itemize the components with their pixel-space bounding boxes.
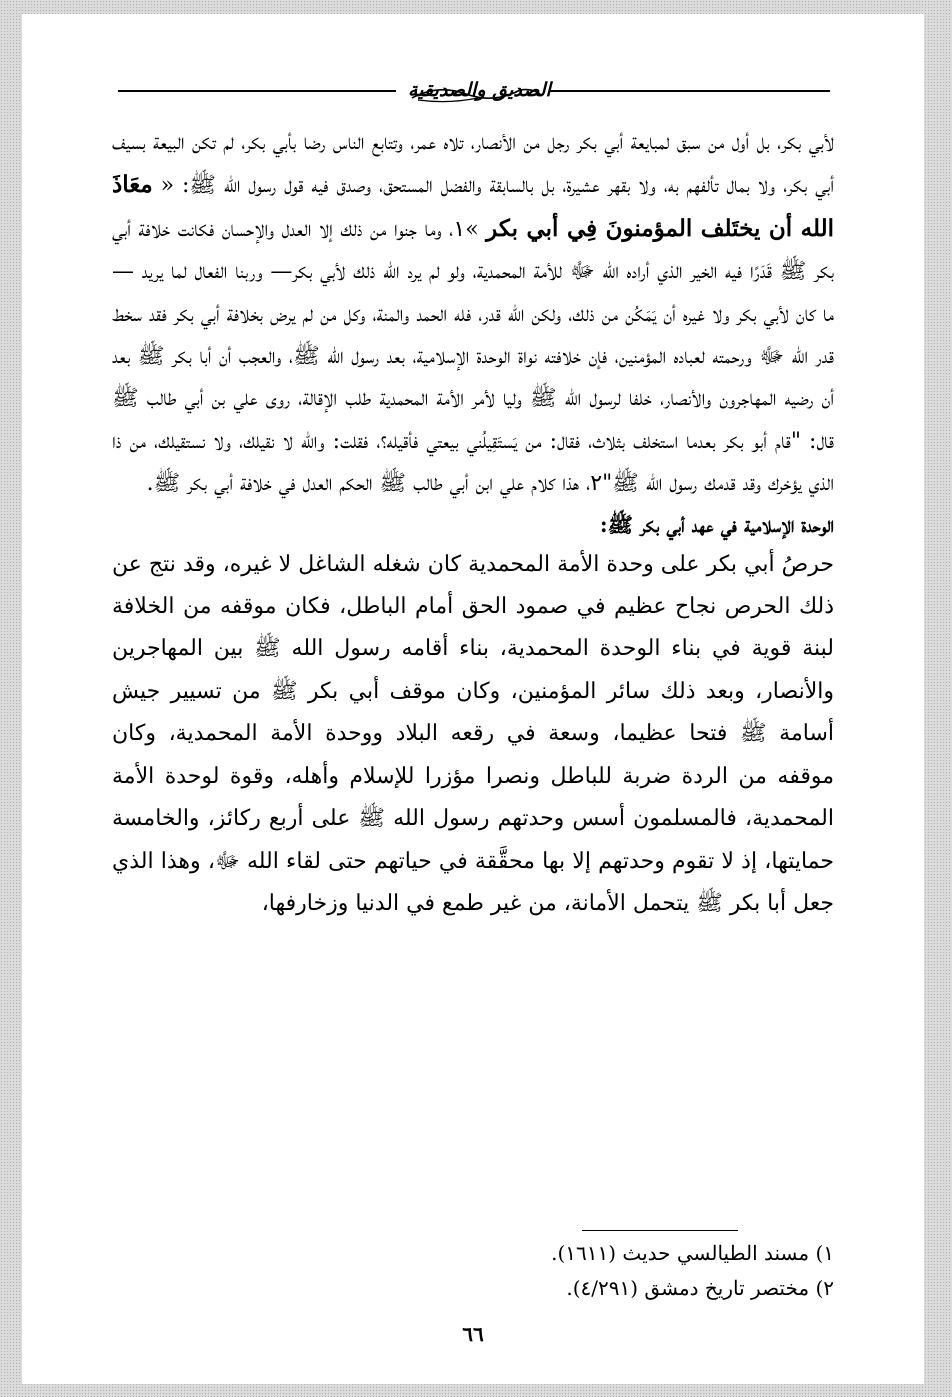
header-rule-left (118, 90, 396, 92)
running-header (118, 76, 830, 106)
hadith-quote: معَاذَ الله أن يختَلف المؤمنونَ فِي أبي بكر (112, 171, 835, 242)
header-title-ornament (408, 76, 551, 106)
footnote-2: ٢) مختصر تاريخ دمشق (٤/٢٩١). (566, 1276, 834, 1300)
paragraph-part-1: لأبي بكر، بل أول من سبق لمبايعة أبي بكر رجل من الأنصار، تلاه عمر، وتتابع الناس رضا بأبي بكر، لم تكن البيعة بسيف أبي بكر، ولا بمال تألفهم به، ولا بقهر عشيرة، بل بالسابقة والفضل المستحق، وصدق فيه قول رسول الله ﷺ: « (112, 130, 834, 199)
footnotes (112, 1236, 834, 1306)
section-paragraph: حرصُ أبي بكر على وحدة الأمة المحمدية كان شغله الشاغل لا غيره، وقد نتج عن ذلك الحرص نجاح عظيم في صمود الحق أمام الباطل، فكان موقفه من الخلافة لبنة قوية في بناء الوحدة المحمدية، بناء أقامه رسول الله ﷺ بين المهاجرين والأنصار، وبعد ذلك سائر المؤمنين، وكان موقف أبي بكر ﷺ من تسيير جيش أسامة ﷺ فتحا عظيما، وسعة في رقعه البلاد ووحدة الأمة المحمدية، وكان موقفه من الردة ضربة للباطل ونصرا مؤزرا للإسلام وأهله، وقوة لوحدة الأمة المحمدية، فالمسلمون أسس وحدتهم رسول الله ﷺ على أربع ركائز، والخامسة حمايتها، إذ لا تقوم وحدتهم إلا بها محقَّقة في حياتهم حتى لقاء الله ﷻ، وهذا الذي جعل أبا بكر ﷺ يتحمل الأمانة، من غير طمع في الدنيا وزخارفها، (112, 551, 834, 916)
book-page (22, 14, 924, 1384)
section-heading: الوحدة الإسلامية في عهد أبي بكر ﷺ: (599, 511, 834, 537)
header-rule-right (550, 90, 830, 92)
page-number: ٦٦ (462, 1322, 484, 1346)
footnote-1: ١) مسند الطيالسي حديث (١٦١١). (551, 1241, 834, 1265)
main-text (112, 122, 834, 925)
footnote-divider (582, 1230, 738, 1231)
paragraph-part-2: »١، وما جنوا من ذلك إلا العدل والإحسان فكانت خلافة أبي بكر ﷺ قَدَرًا فيه الخير الذي أراده الله ﷻ للأمة المحمدية، ولو لم يرد الله ذلك لأبي بكر— وربنا الفعال لما يريد — ما كان لأبي بكر ولا غيره أن يَمَكُن من ذلك، ولكن الله قدر، فله الحمد والمنة، وكل من لم يرض بخلافة أبي بكر فقد سخط قدر الله ﷻ ورحمته لعباده المؤمنين، فإن خلافته نواة الوحدة الإسلامية، بعد رسول الله ﷺ، والعجب أن أبا بكر ﷺ بعد أن رضيه المهاجرون والأنصار، خلفا لرسول الله ﷺ وليا لأمر الأمة المحمدية طلب الإقالة، روى علي بن أبي طالب ﷺ قال: "قام أبو بكر بعدما استخلف بثلاث، فقال: من يَستَقِيلُني بيعتي فأقيله؟، فقلت: والله لا نقيلك، ولا نستقيلك، من ذا الذي يؤخرك وقد قدمك رسول الله ﷺ"٢، هذا كلام علي ابن أبي طالب ﷺ الحكم العدل في خلافة أبي بكر ﷺ. (112, 216, 834, 497)
opening-paragraph (112, 122, 834, 506)
header-title: الصديق والصديقية (408, 79, 551, 101)
